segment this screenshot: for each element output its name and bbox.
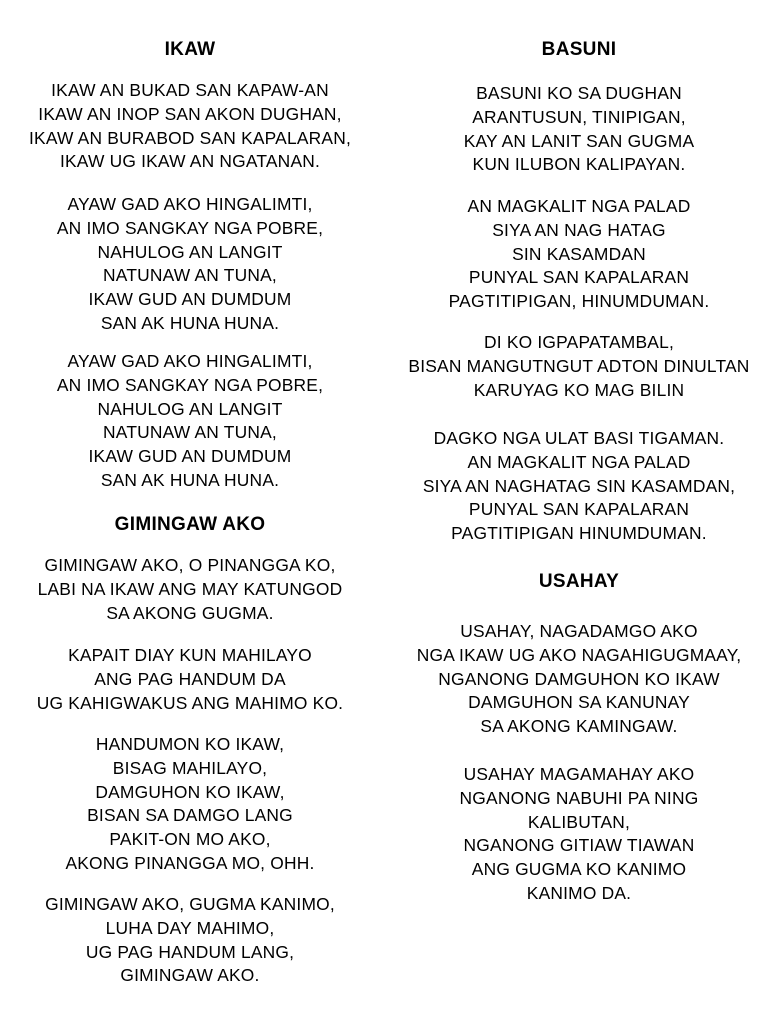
lyric-line: PUNYAL SAN KAPALARAN	[468, 267, 690, 288]
stanza-gimingaw-3	[0, 733, 380, 876]
lyric-line: DAMGUHON SA KANUNAY	[468, 692, 690, 713]
lyric-line: ARANTUSUN, TINIPIGAN,	[472, 106, 686, 127]
stanza-basuni-1	[390, 82, 768, 177]
lyric-line: UG PAG HANDUM LANG,	[85, 941, 295, 962]
lyric-line: PUNYAL SAN KAPALARAN	[468, 499, 690, 520]
lyric-line: KAY AN LANIT SAN GUGMA	[463, 130, 695, 151]
stanza-ikaw-1	[0, 79, 380, 174]
lyric-line: DAGKO NGA ULAT BASI TIGAMAN.	[433, 428, 725, 448]
lyric-line: NGANONG NABUHI PA NING	[459, 787, 699, 808]
stanza-gimingaw-1	[0, 554, 380, 625]
lyric-line: IKAW AN INOP SAN AKON DUGHAN,	[38, 103, 342, 124]
lyric-line: NGA IKAW UG AKO NAGAHIGUGMAAY,	[416, 644, 742, 665]
lyric-line: NATUNAW AN TUNA,	[103, 422, 277, 443]
lyric-line: AYAW GAD AKO HINGALIMTI,	[67, 194, 313, 214]
lyric-line: PAKIT-ON MO AKO,	[109, 829, 271, 850]
lyric-line: AN MAGKALIT NGA PALAD	[467, 196, 691, 216]
lyric-line: USAHAY, NAGADAMGO AKO	[460, 621, 698, 641]
stanza-basuni-2	[390, 195, 768, 314]
lyric-line: HANDUMON KO IKAW,	[95, 734, 285, 754]
lyric-line: AN IMO SANGKAY NGA POBRE,	[56, 374, 324, 395]
lyric-line: BASUNI KO SA DUGHAN	[476, 83, 682, 103]
lyric-line: KAPAIT DIAY KUN MAHILAYO	[68, 645, 312, 665]
lyric-line: PAGTITIPIGAN, HINUMDUMAN.	[448, 291, 710, 312]
lyric-line: ANG PAG HANDUM DA	[94, 668, 286, 689]
lyric-line: GIMINGAW AKO, O PINANGGA KO,	[44, 555, 336, 575]
lyric-line: DI KO IGPAPATAMBAL,	[484, 332, 674, 352]
stanza-usahay-2	[390, 763, 768, 906]
lyric-line: AKONG PINANGGA MO, OHH.	[65, 852, 315, 873]
lyric-line: IKAW AN BUKAD SAN KAPAW-AN	[51, 80, 329, 100]
lyric-line: BISAG MAHILAYO,	[112, 757, 268, 778]
stanza-gimingaw-2	[0, 644, 380, 715]
lyric-line: NATUNAW AN TUNA,	[103, 265, 277, 286]
song-title-basuni: BASUNI	[541, 39, 617, 60]
lyric-line: NGANONG DAMGUHON KO IKAW	[438, 668, 720, 689]
lyric-line: GIMINGAW AKO, GUGMA KANIMO,	[45, 894, 335, 914]
lyric-line: SIN KASAMDAN	[512, 243, 646, 264]
lyric-line: USAHAY MAGAMAHAY AKO	[463, 764, 695, 784]
lyric-line: LABI NA IKAW ANG MAY KATUNGOD	[37, 578, 343, 599]
lyric-line: SA AKONG KAMINGAW.	[480, 716, 678, 737]
lyric-line: IKAW AN BURABOD SAN KAPALARAN,	[28, 127, 351, 148]
lyric-line: ANG GUGMA KO KANIMO	[471, 859, 687, 880]
lyric-line: SAN AK HUNA HUNA.	[100, 312, 280, 333]
lyric-line: NGANONG GITIAW TIAWAN	[463, 835, 695, 856]
song-title-usahay: USAHAY	[538, 571, 620, 592]
stanza-ikaw-2	[0, 193, 380, 336]
lyric-line: AYAW GAD AKO HINGALIMTI,	[67, 351, 313, 371]
stanza-usahay-1	[390, 620, 768, 739]
lyric-line: LUHA DAY MAHIMO,	[105, 917, 275, 938]
song-title-gimingaw-ako: GIMINGAW AKO	[114, 514, 266, 535]
lyric-line: IKAW GUD AN DUMDUM	[88, 289, 292, 310]
stanza-ikaw-3	[0, 350, 380, 493]
lyric-line: SAN AK HUNA HUNA.	[100, 469, 280, 490]
lyric-line: SIYA AN NAGHATAG SIN KASAMDAN,	[422, 475, 736, 496]
lyric-line: BISAN SA DAMGO LANG	[87, 805, 293, 826]
lyric-line: KALIBUTAN,	[527, 811, 631, 832]
lyric-line: IKAW UG IKAW AN NGATANAN.	[59, 151, 321, 172]
lyric-line: UG KAHIGWAKUS ANG MAHIMO KO.	[36, 692, 344, 713]
lyric-line: KUN ILUBON KALIPAYAN.	[472, 154, 686, 175]
lyric-line: NAHULOG AN LANGIT	[97, 398, 283, 419]
lyric-line: DAMGUHON KO IKAW,	[95, 781, 285, 802]
lyric-line: GIMINGAW AKO.	[120, 965, 260, 986]
lyric-line: KARUYAG KO MAG BILIN	[473, 379, 685, 400]
lyric-line: AN MAGKALIT NGA PALAD	[467, 451, 691, 472]
lyric-line: IKAW GUD AN DUMDUM	[88, 446, 292, 467]
lyric-line: BISAN MANGUTNGUT ADTON DINULTAN	[408, 355, 750, 376]
lyric-line: NAHULOG AN LANGIT	[97, 241, 283, 262]
lyric-line: SIYA AN NAG HATAG	[492, 219, 666, 240]
stanza-basuni-4	[390, 427, 768, 546]
lyric-line: PAGTITIPIGAN HINUMDUMAN.	[451, 523, 707, 544]
lyric-line: KANIMO DA.	[526, 882, 632, 903]
song-title-ikaw: IKAW	[164, 39, 216, 60]
lyric-line: SA AKONG GUGMA.	[106, 602, 274, 623]
stanza-basuni-3	[390, 331, 768, 402]
lyric-line: AN IMO SANGKAY NGA POBRE,	[56, 217, 324, 238]
stanza-gimingaw-4	[0, 893, 380, 988]
